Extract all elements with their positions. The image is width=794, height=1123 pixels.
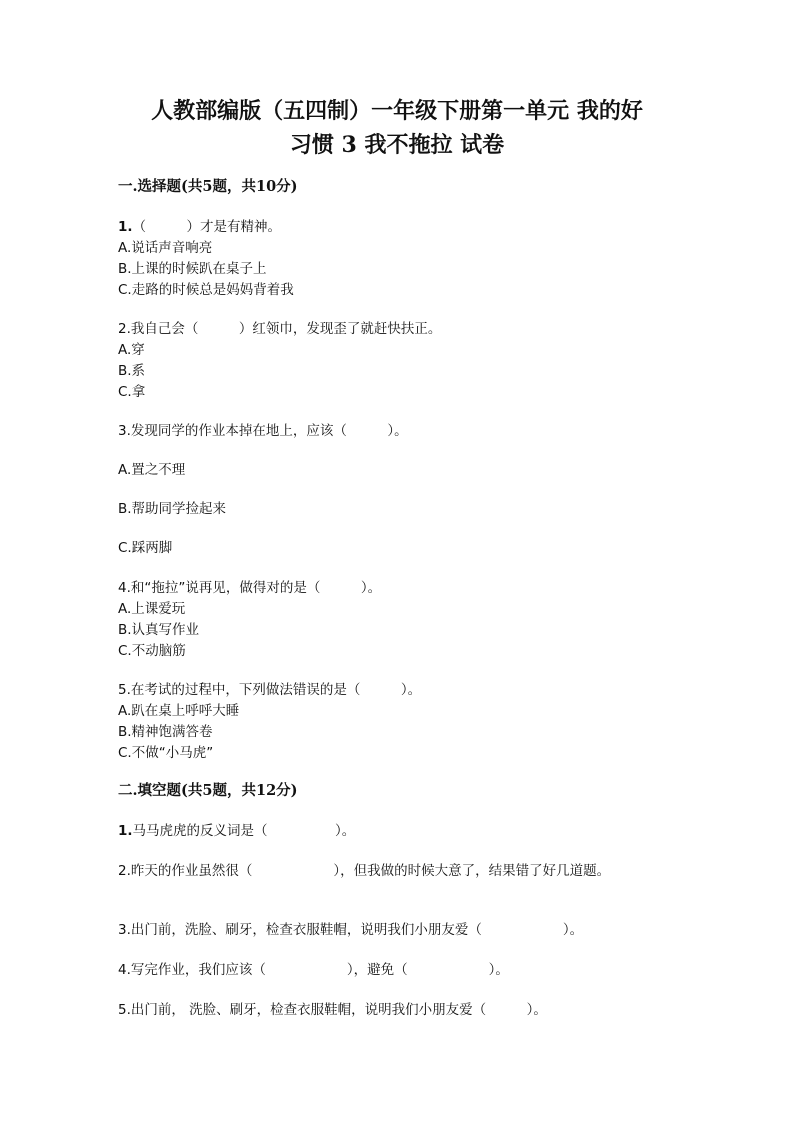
question-number: 1. <box>118 219 133 235</box>
question-number: 2. <box>118 321 131 337</box>
option-c: C.走路的时候总是妈妈背着我 <box>118 282 294 298</box>
question-4 <box>118 579 381 597</box>
question-stem: 写完作业，我们应该（ ），避免（ ）。 <box>130 962 509 978</box>
question-number: 2. <box>118 863 131 879</box>
section-1-heading: 一.选择题(共5题，共10分) <box>118 178 298 195</box>
question-2 <box>118 320 441 338</box>
fill-question-5 <box>118 1001 547 1019</box>
question-stem: 出门前，洗脸、刷牙，检查衣服鞋帽，说明我们小朋友爱（ ）。 <box>130 922 584 938</box>
question-number: 4. <box>118 580 131 596</box>
option-b: B.认真写作业 <box>118 622 200 638</box>
question-stem: 发现同学的作业本掉在地上，应该（ ）。 <box>130 423 408 439</box>
fill-question-3 <box>118 921 583 939</box>
question-stem: 在考试的过程中，下列做法错误的是（ ）。 <box>130 682 422 698</box>
fill-question-1 <box>118 822 355 840</box>
option-b: B.上课的时候趴在桌子上 <box>118 261 267 277</box>
question-stem: 我自己会（ ）红领巾，发现歪了就赶快扶正。 <box>130 321 442 337</box>
question-number: 5. <box>118 682 131 698</box>
option-c: C.踩两脚 <box>118 540 173 556</box>
option-c: C.不做“小马虎” <box>118 745 214 761</box>
question-stem: 和“拖拉”说再见，做得对的是（ ）。 <box>130 580 382 596</box>
question-number: 3. <box>118 922 131 938</box>
option-c: C.不动脑筋 <box>118 643 186 659</box>
question-number: 3. <box>118 423 131 439</box>
question-5 <box>118 681 421 699</box>
question-number: 5. <box>118 1002 131 1018</box>
fill-question-2 <box>118 862 678 880</box>
option-a: A.穿 <box>118 342 145 358</box>
question-number: 1. <box>118 823 133 839</box>
question-number: 4. <box>118 962 131 978</box>
option-a: A.置之不理 <box>118 462 186 478</box>
option-a: A.说话声音响亮 <box>118 240 213 256</box>
page-title-line-1: 人教部编版（五四制）一年级下册第一单元 我的好 <box>151 98 643 124</box>
question-1 <box>118 218 281 236</box>
question-stem: 昨天的作业虽然很（ ），但我做的时候大意了，结果错了好几道题。 <box>130 863 611 879</box>
option-a: A.上课爱玩 <box>118 601 186 617</box>
question-stem: 出门前， 洗脸、刷牙，检查衣服鞋帽，说明我们小朋友爱（ ）。 <box>130 1002 547 1018</box>
option-a: A.趴在桌上呼呼大睡 <box>118 703 240 719</box>
option-b: B.帮助同学捡起来 <box>118 501 227 517</box>
option-b: B.系 <box>118 363 146 379</box>
section-2-heading: 二.填空题(共5题，共12分) <box>118 782 298 799</box>
question-stem: （ ）才是有精神。 <box>132 219 282 235</box>
question-3 <box>118 422 408 440</box>
question-stem: 马马虎虎的反义词是（ ）。 <box>132 823 356 839</box>
option-c: C.拿 <box>118 384 146 400</box>
page-title-line-2: 习惯 3 我不拖拉 试卷 <box>289 132 505 158</box>
option-b: B.精神饱满答卷 <box>118 724 213 740</box>
fill-question-4 <box>118 961 509 979</box>
